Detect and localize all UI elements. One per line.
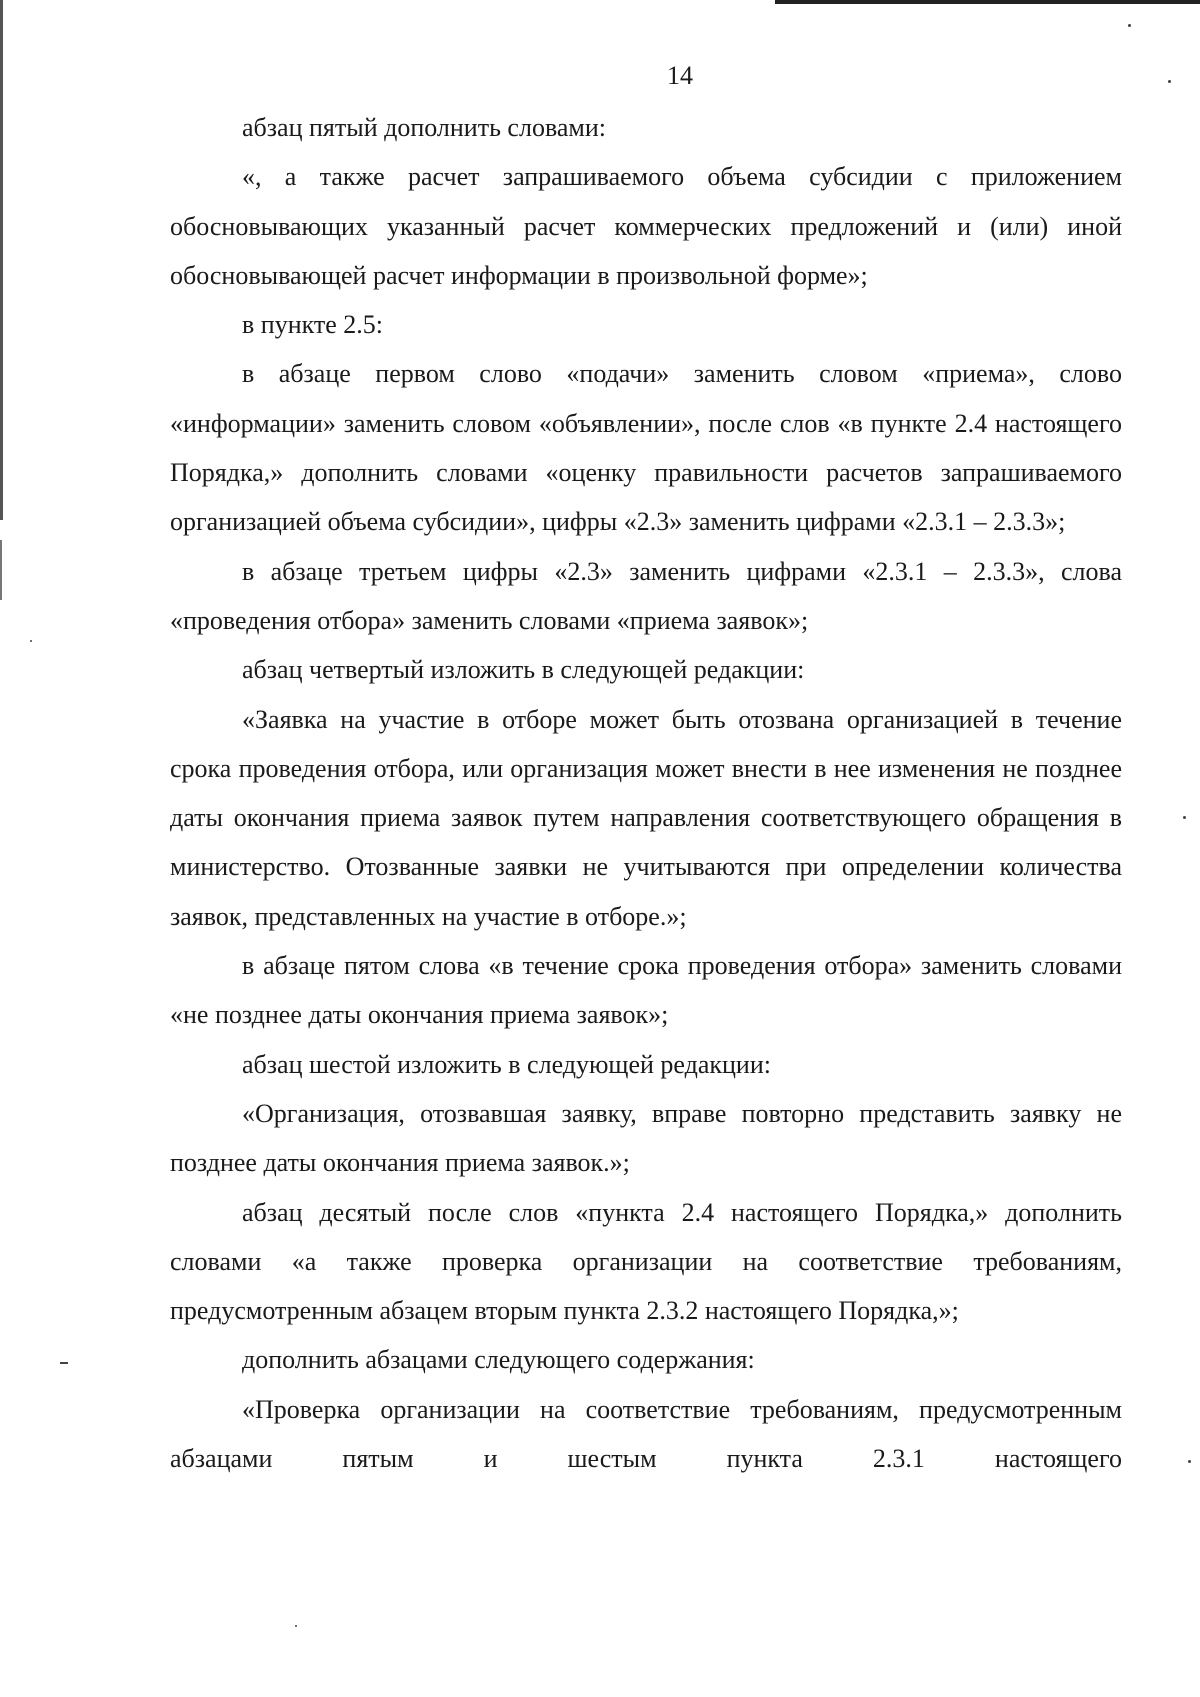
scan-speck <box>30 640 32 642</box>
document-body <box>170 103 1122 1483</box>
paragraph: абзац пятый дополнить словами: <box>242 113 607 142</box>
scan-speck <box>295 1625 297 1627</box>
paragraph: абзац шестой изложить в следующей редакции: <box>242 1049 771 1079</box>
paragraph: в абзаце первом слово «подачи» заменить словом «приема», слово «информации» заменить словом «объявлении», после слов «в пункте 2.4 настоящего Порядка,» дополнить словами «оценку правильности расчетов запрашиваемого организацией объема субсидии», цифры «2.3» заменить цифрами «2.3.1 – 2.3.3»; <box>170 359 1122 537</box>
scan-speck <box>1128 24 1131 27</box>
paragraph: в абзаце пятом слова «в течение срока проведения отбора» заменить словами «не позднее даты окончания приема заявок»; <box>170 951 1122 1030</box>
paragraph-continued: «Проверка организации на соответствие требованиям, предусмотренным абзацами пятым и шестым пункта 2.3.1 настоящего <box>170 1394 1122 1474</box>
paragraph: дополнить абзацами следующего содержания: <box>242 1345 755 1375</box>
page-number: 14 <box>667 61 693 90</box>
paragraph: «Заявка на участие в отборе может быть отозвана организацией в течение срока проведения отбора, или организация может внести в нее изменения не позднее даты окончания приема заявок путем направления соответствующего обращения в министерство. Отозванные заявки не учитываются при определении количества заявок, представленных на участие в отборе.»; <box>170 704 1122 931</box>
paragraph: «, а также расчет запрашиваемого объема субсидии с приложением обосновывающих указанный расчет коммерческих предложений и (или) иной обосновывающей расчет информации в произвольной форме»; <box>170 162 1122 290</box>
paragraph: «Организация, отозвавшая заявку, вправе повторно представить заявку не позднее даты окончания приема заявок.»; <box>170 1098 1122 1178</box>
top-edge-rule <box>775 0 1200 4</box>
paragraph: абзац четвертый изложить в следующей редакции: <box>242 655 805 685</box>
left-scan-edge-lower <box>0 540 2 600</box>
scan-speck <box>1183 816 1186 819</box>
scan-speck <box>60 1362 68 1364</box>
paragraph: в пункте 2.5: <box>242 310 384 340</box>
scan-speck <box>1188 1460 1191 1463</box>
paragraph: в абзаце третьем цифры «2.3» заменить цифрами «2.3.1 – 2.3.3», слова «проведения отбора» заменить словами «приема заявок»; <box>170 556 1122 635</box>
paragraph: абзац десятый после слов «пункта 2.4 настоящего Порядка,» дополнить словами «а также проверка организации на соответствие требованиям, предусмотренным абзацем вторым пункта 2.3.2 настоящего Порядка,»; <box>170 1197 1122 1326</box>
